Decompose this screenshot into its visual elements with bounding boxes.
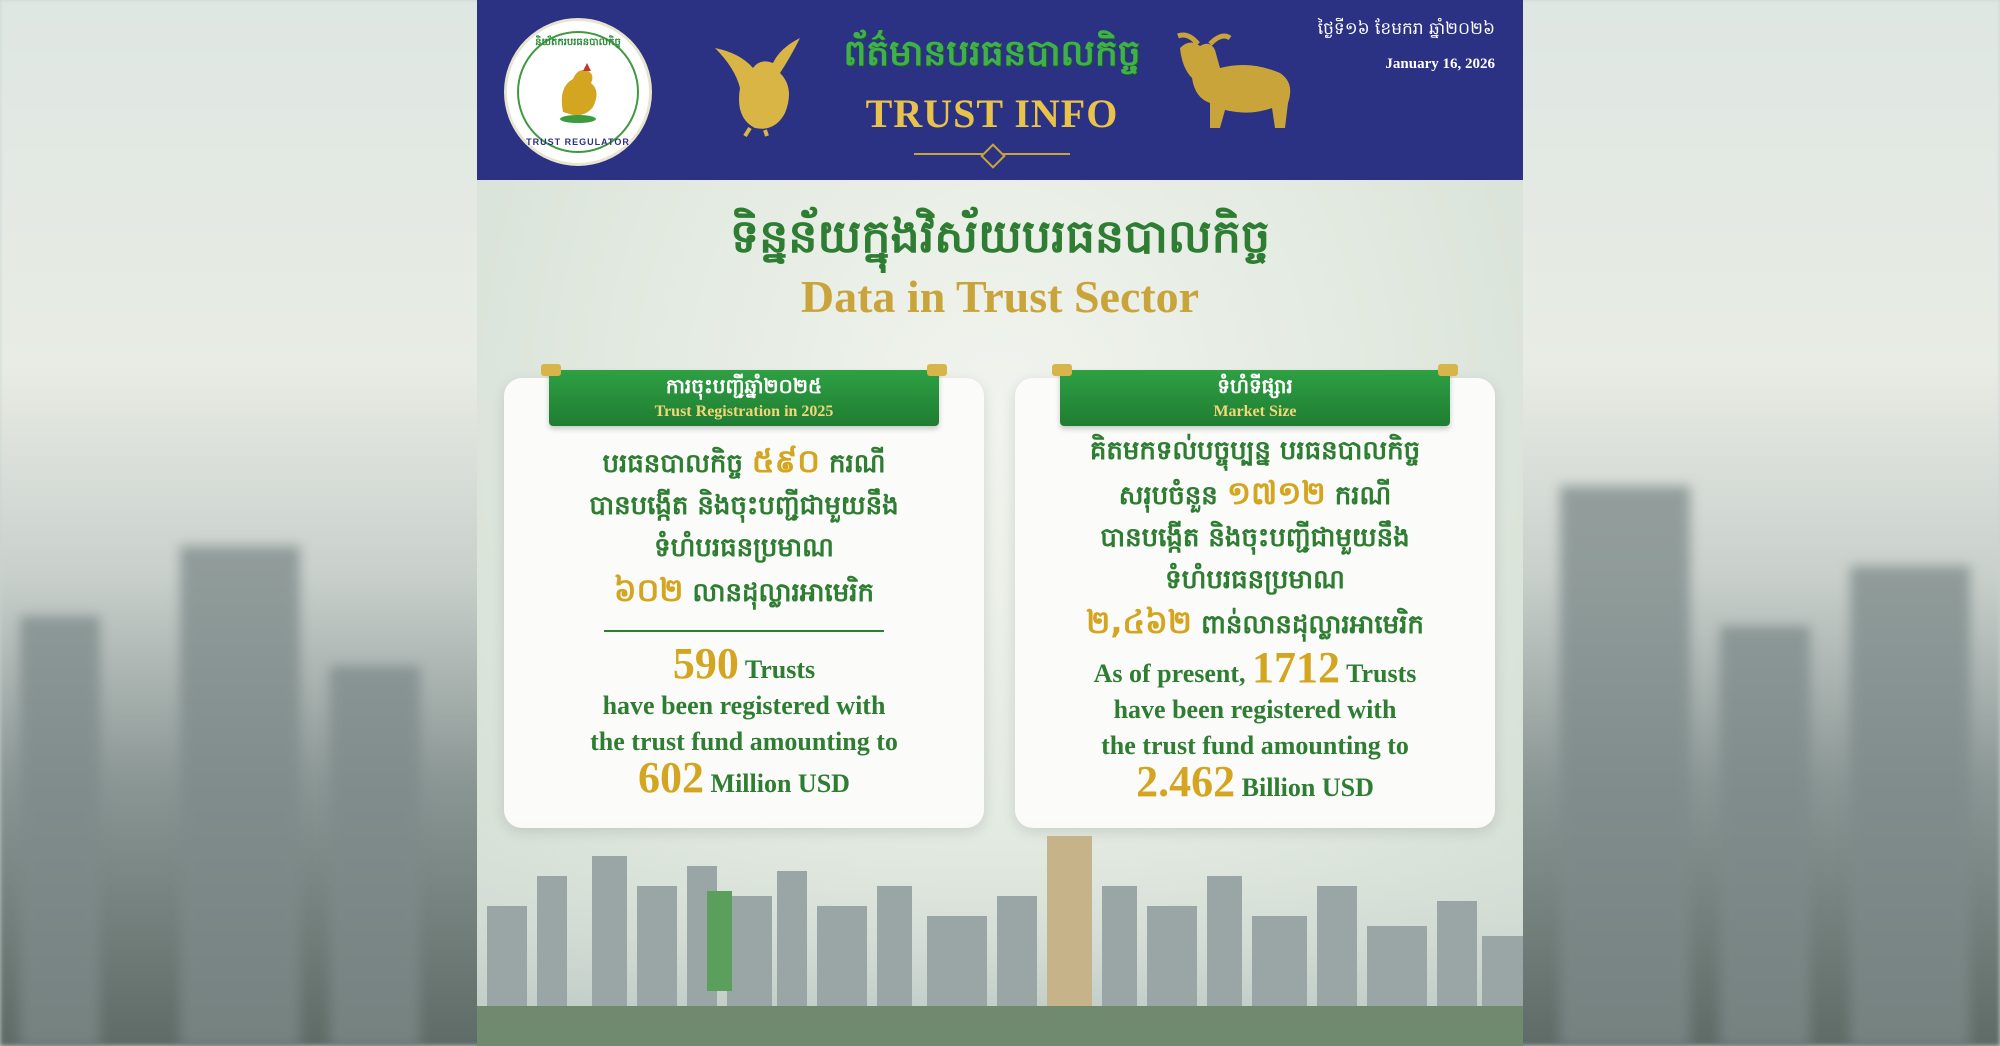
kh-number: ២,៤៦២ — [1086, 603, 1193, 641]
kh-number: ៦០២ — [613, 571, 684, 609]
logo-bottom-text: TRUST REGULATOR — [526, 137, 630, 147]
section-title-khmer: ទិន្នន័យក្នុងវិស័យបរធនបាលកិច្ច — [729, 209, 1271, 263]
en-text: Billion USD — [1241, 773, 1374, 802]
trust-registration-card — [504, 374, 984, 828]
background-building — [180, 546, 300, 1046]
kh-text: ទំហំបរធនប្រមាណ — [654, 533, 834, 563]
background-building — [1720, 626, 1810, 1046]
card-khmer-text — [1035, 430, 1475, 646]
en-text: Trusts — [744, 655, 816, 684]
en-text: the trust fund amounting to — [590, 727, 898, 756]
kh-text: បានបង្កើត និងចុះបញ្ជីជាមួយនឹង — [1100, 523, 1410, 553]
trust-count: 1712 — [1252, 643, 1341, 692]
ribbon-title-english: Market Size — [1213, 403, 1297, 420]
city-skyline-image — [477, 816, 1523, 1046]
background-building — [20, 616, 100, 1046]
header-title-english: TRUST INFO — [865, 91, 1119, 136]
date-english: January 16, 2026 — [1385, 56, 1495, 72]
kh-text: ករណី — [828, 449, 886, 479]
card-divider — [604, 630, 884, 632]
kh-text: គិតមកទល់បច្ចុប្បន្ន បរធនបាលកិច្ច — [1089, 436, 1421, 466]
golden-ox-icon — [1170, 28, 1305, 138]
trust-regulator-logo — [504, 18, 652, 166]
kh-text: បានបង្កើត និងចុះបញ្ជីជាមួយនឹង — [589, 491, 899, 521]
date-khmer: ថ្ងៃទី១៦ ខែមករា ឆ្នាំ២០២៦ — [1317, 19, 1495, 39]
header-ornament — [914, 153, 1070, 165]
card-ribbon — [1060, 370, 1450, 426]
card-ribbon — [549, 370, 939, 426]
kh-text: សរុបចំនួន — [1118, 481, 1218, 511]
golden-rooster-icon — [705, 28, 815, 138]
poster — [477, 0, 1523, 1046]
en-text: the trust fund amounting to — [1101, 731, 1409, 760]
kh-text: លានដុល្លារអាមេរិក — [692, 578, 875, 608]
kh-text: ករណី — [1334, 481, 1392, 511]
section-title-english: Data in Trust Sector — [800, 271, 1200, 322]
en-text: Trusts — [1346, 659, 1417, 688]
header-banner — [477, 0, 1523, 180]
kh-text: ទំហំបរធនប្រមាណ — [1165, 565, 1345, 595]
logo-top-text: និយ័តករបរធនបាលកិច្ច — [535, 37, 621, 48]
market-size-card — [1015, 374, 1495, 828]
ribbon-title-khmer: ការចុះបញ្ជីឆ្នាំ២០២៥ — [665, 374, 823, 398]
background-building — [330, 666, 420, 1046]
kh-text: ពាន់លានដុល្លារអាមេរិក — [1201, 610, 1424, 640]
kh-number: ១៧១២ — [1226, 474, 1326, 512]
kh-text: បរធនបាលកិច្ច — [602, 449, 743, 479]
trust-count: 590 — [672, 639, 739, 688]
fund-amount: 602 — [638, 753, 705, 802]
fund-amount: 2.462 — [1136, 757, 1236, 806]
en-text: Million USD — [710, 769, 850, 798]
background-building — [1560, 486, 1690, 1046]
kh-number: ៥៩០ — [751, 442, 820, 480]
en-text: As of present, — [1093, 659, 1246, 688]
card-english-text — [514, 639, 974, 802]
header-title-khmer: ព័ត៌មានបរធនបាលកិច្ច — [843, 33, 1141, 74]
card-english-text — [1025, 643, 1485, 806]
ribbon-title-khmer: ទំហំទីផ្សារ — [1217, 374, 1293, 398]
en-text: have been registered with — [1113, 695, 1397, 724]
en-text: have been registered with — [602, 691, 886, 720]
card-khmer-text — [524, 440, 964, 614]
ribbon-title-english: Trust Registration in 2025 — [654, 403, 834, 420]
background-building — [1850, 566, 1970, 1046]
